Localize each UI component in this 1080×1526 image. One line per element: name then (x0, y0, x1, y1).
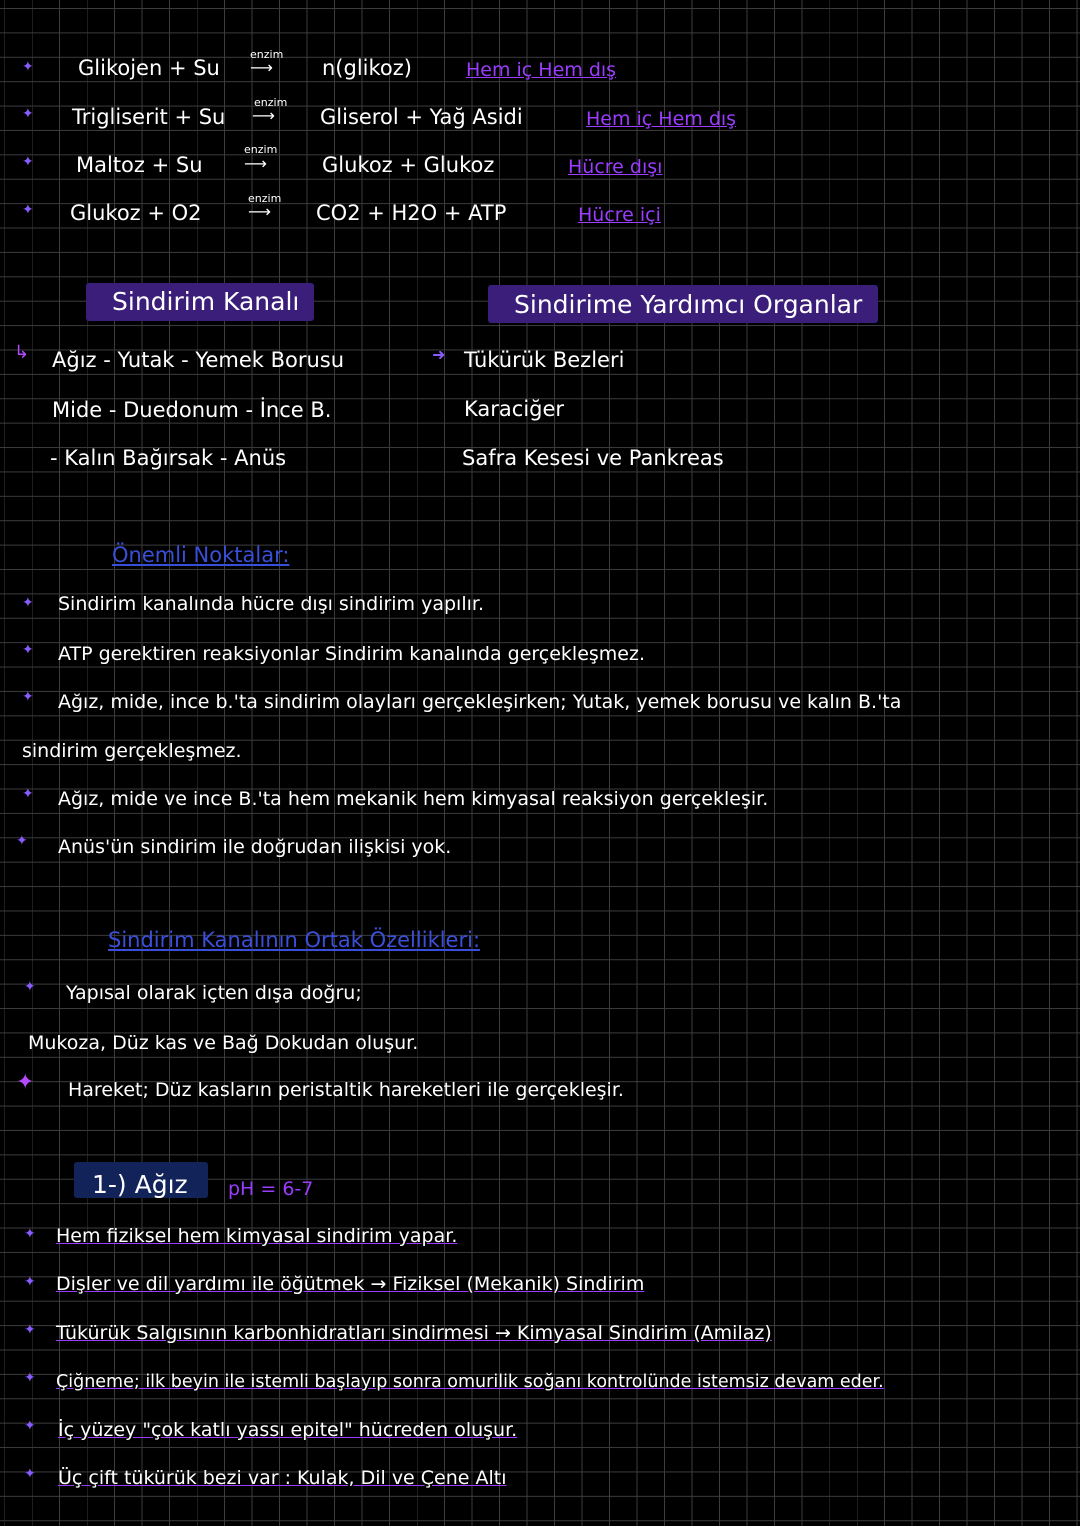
mouth-title: 1-) Ağız (92, 1170, 188, 1199)
star-bullet-icon: ✦ (22, 642, 34, 658)
star-bullet-icon: ✦ (24, 1418, 36, 1434)
mouth-item: Çiğneme; ilk beyin ile istemli başlayıp sonra omurilik soğanı kontrolünde istemsiz devam eder. (56, 1372, 884, 1392)
reaction-rhs: Gliserol + Yağ Asidi (320, 105, 523, 129)
reaction-rhs: n(glikoz) (322, 56, 412, 80)
star-bullet-icon: ✦ (22, 689, 34, 705)
helpers-title: Sindirime Yardımcı Organlar (514, 290, 863, 319)
common-title: Sindirim Kanalının Ortak Özellikleri: (108, 928, 481, 952)
reaction-lhs: Glikojen + Su (78, 56, 220, 80)
star-bullet-icon: ✦ (22, 106, 34, 122)
right-arrow-icon: ⟶ (252, 106, 275, 125)
mouth-item: Hem fiziksel hem kimyasal sindirim yapar. (56, 1225, 458, 1247)
note-item-continued: sindirim gerçekleşmez. (22, 740, 242, 762)
reaction-place: Hücre içi (578, 204, 661, 226)
mouth-item: Dişler ve dil yardımı ile öğütmek → Fiziksel (Mekanik) Sindirim (56, 1273, 645, 1295)
star-bullet-icon: ✦ (22, 154, 34, 170)
reaction-rhs: Glukoz + Glukoz (322, 153, 495, 177)
note-item: Anüs'ün sindirim ile doğrudan ilişkisi yok. (58, 836, 452, 858)
star-bullet-icon: ✦ (22, 202, 34, 218)
common-item: Hareket; Düz kasların peristaltik hareketleri ile gerçekleşir. (68, 1079, 624, 1101)
note-item: Ağız, mide ve ince B.'ta hem mekanik hem kimyasal reaksiyon gerçekleşir. (58, 788, 769, 810)
star-bullet-icon: ✦ (24, 979, 36, 995)
helpers-line: Safra Kesesi ve Pankreas (462, 446, 724, 470)
star-bullet-icon: ✦ (24, 1322, 36, 1338)
canal-line: - Kalın Bağırsak - Anüs (50, 446, 287, 470)
mouth-item: Üç çift tükürük bezi var : Kulak, Dil ve Çene Altı (58, 1467, 507, 1489)
arrow-bullet-icon: ↳ (14, 342, 30, 363)
helpers-line: Tükürük Bezleri (464, 348, 625, 372)
reaction-lhs: Maltoz + Su (76, 153, 203, 177)
helpers-line: Karaciğer (464, 397, 565, 421)
star-bullet-icon: ✦ (16, 833, 28, 849)
right-arrow-icon: ⟶ (250, 58, 273, 77)
mouth-ph: pH = 6-7 (228, 1178, 314, 1200)
star-bullet-icon: ✦ (22, 59, 34, 75)
reaction-enzyme: enzim (250, 48, 284, 61)
star-bullet-icon: ✦ (24, 1370, 36, 1386)
mouth-item: Tükürük Salgısının karbonhidratları sindirmesi → Kimyasal Sindirim (Amilaz) (56, 1322, 772, 1344)
note-item: ATP gerektiren reaksiyonlar Sindirim kanalında gerçekleşmez. (58, 643, 646, 665)
reaction-enzyme: enzim (248, 192, 282, 205)
reaction-lhs: Trigliserit + Su (72, 105, 226, 129)
star-bullet-icon: ✦ (22, 595, 34, 611)
note-item: Ağız, mide, ince b.'ta sindirim olayları gerçekleşirken; Yutak, yemek borusu ve kalın B.'ta (58, 691, 902, 713)
reaction-place: Hem iç Hem dış (586, 108, 737, 130)
reaction-place: Hücre dışı (568, 156, 663, 178)
mouth-item: İç yüzey "çok katlı yassı epitel" hücreden oluşur. (58, 1419, 518, 1441)
note-item: Sindirim kanalında hücre dışı sindirim yapılır. (58, 593, 484, 615)
canal-title: Sindirim Kanalı (112, 287, 300, 316)
common-item: Yapısal olarak içten dışa doğru; (66, 982, 362, 1004)
right-arrow-icon: ⟶ (244, 154, 267, 173)
reaction-lhs: Glukoz + O2 (70, 201, 202, 225)
star-bullet-icon: ✦ (24, 1466, 36, 1482)
star-bullet-icon: ✦ (24, 1226, 36, 1242)
star-bullet-icon: ✦ (24, 1274, 36, 1290)
reaction-place: Hem iç Hem dış (466, 59, 617, 81)
reaction-rhs: CO2 + H2O + ATP (316, 201, 507, 225)
star-bullet-icon: ✦ (22, 786, 34, 802)
reaction-enzyme: enzim (244, 143, 278, 156)
arrow-bullet-icon: ➜ (432, 345, 446, 364)
reaction-enzyme: enzim (254, 96, 288, 109)
notes-title: Önemli Noktalar: (112, 543, 290, 567)
right-arrow-icon: ⟶ (248, 202, 271, 221)
common-item: Mukoza, Düz kas ve Bağ Dokudan oluşur. (28, 1032, 419, 1054)
canal-line: Ağız - Yutak - Yemek Borusu (52, 348, 345, 372)
star-bullet-icon: ✦ (16, 1070, 35, 1095)
canal-line: Mide - Duedonum - İnce B. (52, 398, 332, 422)
